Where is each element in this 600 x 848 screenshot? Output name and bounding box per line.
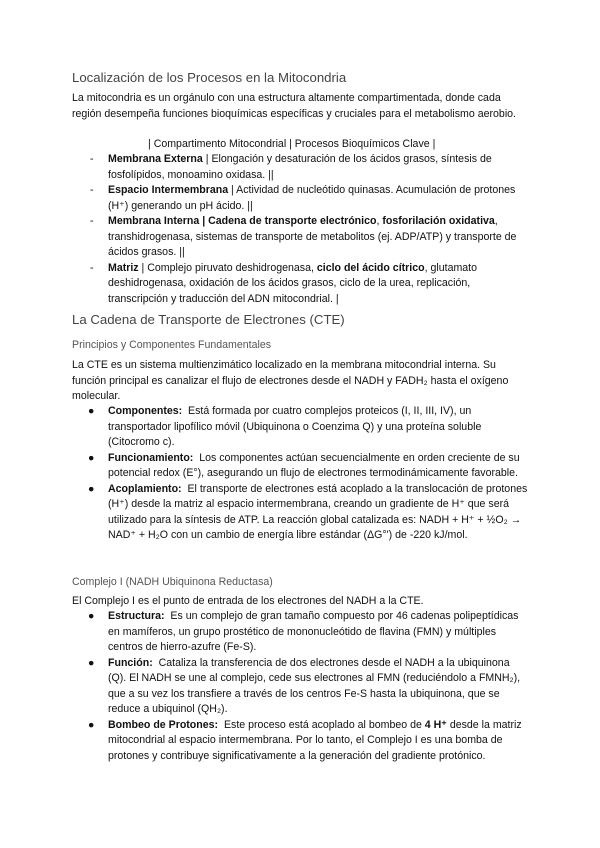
compartment-process: , glutamato deshidrogenasa, oxidación de los ácidos grasos, ciclo de la urea, replicación, transcripción y traducción del ADN mitocondrial. |	[108, 261, 478, 305]
intro-complejo-i: El Complejo I es el punto de entrada de los electrones del NADH a la CTE.	[72, 595, 424, 607]
intro-cte: La CTE es un sistema multienzimático localizado en la membrana mitocondrial interna. Su función principal es canalizar el flujo de electrones desde el NADH y FADH₂ hasta el oxígeno molecular.	[72, 359, 509, 402]
item-text-pre: Este proceso está acoplado al bombeo de	[223, 718, 425, 731]
dot-bullet: ●	[88, 451, 95, 464]
dot-bullet: ●	[88, 718, 95, 731]
dash-bullet: -	[90, 153, 94, 165]
dash-bullet: -	[90, 184, 94, 196]
section-title-localizacion: Localización de los Procesos en la Mitocondria	[72, 70, 347, 85]
complejo-i-list	[72, 609, 528, 764]
table-header: | Compartimento Mitocondrial | Procesos Bioquímicos Clave |	[148, 138, 436, 150]
item-text: El transporte de electrones está acoplado a la translocación de protones (H⁺) desde la matriz al espacio intermembrana, creando un gradiente de H⁺ que será utilizado para la síntesis de ATP. La reacción global catalizada es: NADH + H⁺ + ½O₂ → NAD⁺ + H₂O con un cambio de energía libre estándar (ΔG°') de -220 kJ/mol.	[108, 482, 528, 541]
list-item-membrana-interna	[72, 214, 528, 261]
compartment-process: Actividad de nucleótido quinasas. Acumulación de protones (H⁺) generando un pH ácido. ||	[108, 184, 516, 212]
item-label: Función:	[108, 656, 153, 669]
item-text: desde la matriz mitocondrial al espacio intermembrana. Por lo tanto, el Complejo I es una bomba de protones y contribuye significativamente a la generación del gradiente protónico.	[108, 718, 522, 762]
dash-bullet: -	[90, 215, 94, 227]
separator: |	[138, 261, 148, 274]
item-text: Es un complejo de gran tamaño compuesto por 46 cadenas polipeptídicas en mamíferos, un grupo prostético de mononucleótido de flavina (FMN) y múltiples centros de hierro-azufre (Fe-S).	[108, 610, 519, 653]
item-label: Bombeo de Protones:	[108, 718, 219, 731]
list-item-componentes	[72, 404, 528, 451]
intro-mitocondria: La mitocondria es un orgánulo con una estructura altamente compartimentada, donde cada región desempeña funciones bioquímicas específicas y cruciales para el metabolismo aerobio.	[72, 92, 517, 120]
item-text: Cataliza la transferencia de dos electrones desde el NADH a la ubiquinona (Q). El NADH se une al complejo, cede sus electrones al FMN (reduciéndolo a FMNH₂), que a su vez los transfiere a través de los centros Fe-S hasta la ubiquinona, que se reduce a ubiquinol (QH₂).	[108, 656, 521, 715]
item-label: Componentes:	[108, 405, 183, 417]
item-label: Funcionamiento:	[108, 451, 194, 464]
list-item-matriz	[72, 261, 528, 308]
list-item-membrana-externa	[72, 152, 528, 183]
list-item-acoplamiento	[72, 482, 528, 544]
compartment-list	[72, 152, 528, 307]
dot-bullet: ●	[88, 656, 95, 669]
item-text: Está formada por cuatro complejos proteicos (I, II, III, IV), un transportador lipofílico móvil (Ubiquinona o Coenzima Q) y una proteína soluble (Citocromo c).	[108, 405, 482, 448]
compartment-process: Elongación y desaturación de los ácidos grasos, síntesis de fosfolípidos, monoamino oxidasa. ||	[108, 153, 492, 181]
item-text: Los componentes actúan secuencialmente en orden creciente de su potencial redox (E°), asegurando un flujo de electrones termodinámicamente favorable.	[108, 451, 520, 479]
cte-list	[72, 404, 528, 544]
dash-bullet: -	[90, 261, 94, 274]
compartment-process: , transhidrogenasa, sistemas de transporte de metabolitos (ej. ADP/ATP) y transporte de ácidos grasos. ||	[108, 215, 517, 258]
compartment-name: Matriz	[108, 261, 139, 274]
item-label: Acoplamiento:	[108, 482, 182, 495]
item-text-bold: 4 H⁺	[424, 718, 447, 731]
list-item-funcion	[72, 656, 528, 718]
list-item-funcionamiento	[72, 451, 528, 482]
compartment-name: Espacio Intermembrana	[108, 184, 229, 196]
section-title-cte: La Cadena de Transporte de Electrones (CTE)	[72, 312, 345, 327]
list-item-estructura	[72, 609, 528, 656]
dot-bullet: ●	[88, 482, 95, 495]
dot-bullet: ●	[88, 405, 95, 417]
list-item-espacio-intermembrana	[72, 183, 528, 214]
separator: |	[202, 153, 212, 165]
subsection-title-complejo-i: Complejo I (NADH Ubiquinona Reductasa)	[72, 576, 273, 588]
dot-bullet: ●	[88, 610, 95, 622]
list-item-bombeo	[72, 718, 528, 765]
separator: ,	[376, 215, 383, 227]
compartment-name: Membrana Externa	[108, 153, 203, 165]
item-label: Estructura:	[108, 610, 165, 622]
separator: |	[228, 184, 237, 196]
compartment-name: Membrana Interna | Cadena de transporte electrónico	[108, 215, 377, 227]
compartment-process-pre: Complejo piruvato deshidrogenasa,	[147, 261, 317, 274]
subsection-title-principios: Principios y Componentes Fundamentales	[72, 339, 272, 351]
compartment-process-bold: ciclo del ácido cítrico	[316, 261, 425, 274]
compartment-process-bold: fosforilación oxidativa	[382, 215, 495, 227]
